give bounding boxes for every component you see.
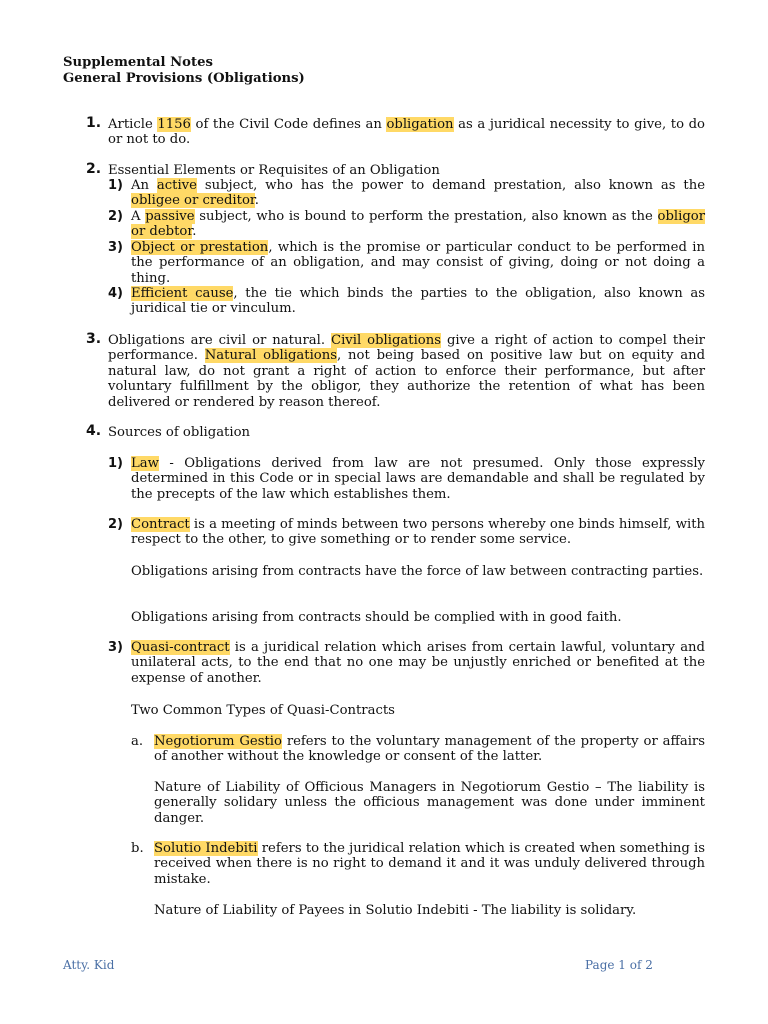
- quasi-b-text: Solutio Indebiti refers to the juridical relation which is created when something is received when there is no right to demand it and it was unduly delivered through mistake.: [154, 841, 705, 887]
- item-2-4-text: Efficient cause, the tie which binds the parties to the obligation, also known as juridical tie or vinculum.: [131, 286, 706, 317]
- highlight: active: [156, 178, 197, 193]
- highlight: obligation: [386, 117, 454, 132]
- sub-number: 2): [108, 517, 123, 532]
- footer-page-number: Page 1 of 2: [585, 958, 653, 972]
- header-title: Supplemental Notes: [63, 55, 213, 70]
- sub-number: 4): [108, 286, 123, 301]
- sub-letter: a.: [131, 734, 144, 749]
- highlight: Contract: [131, 517, 190, 532]
- highlight: Quasi-contract: [131, 640, 230, 655]
- item-2-1-text: An active subject, who has the power to demand prestation, also known as the obligee or creditor.: [131, 178, 705, 209]
- sub-number: 2): [108, 209, 123, 224]
- sub-number: 1): [108, 456, 123, 471]
- item-4-2-text: Contract is a meeting of minds between two persons whereby one binds himself, with respect to the other, to give something or to render some service.: [131, 517, 705, 548]
- header-subtitle: General Provisions (Obligations): [63, 71, 305, 86]
- sub-letter: b.: [131, 841, 144, 856]
- highlight: Law: [131, 456, 159, 471]
- highlight: Object or prestation: [131, 240, 269, 255]
- sub-number: 1): [108, 178, 123, 193]
- highlight: passive: [145, 209, 195, 224]
- sub-number: 3): [108, 240, 123, 255]
- item-4-1-text: Law - Obligations derived from law are not presumed. Only those expressly determined in this Code or in special laws are demandable and shall be regulated by the precepts of the law which establishes them.: [131, 456, 705, 502]
- item-4-3-text: Quasi-contract is a juridical relation which arises from certain lawful, voluntary and unilateral acts, to the end that no one may be unjustly enriched or benefited at the expense of another.: [131, 640, 705, 686]
- highlight: Civil obligations: [331, 333, 442, 348]
- item-number: 4.: [86, 423, 102, 439]
- item-2-title: Essential Elements or Requisites of an Obligation: [108, 163, 440, 178]
- item-4-2-paragraph-3: Obligations arising from contracts should be complied with in good faith.: [131, 610, 622, 625]
- highlight: Efficient cause: [131, 286, 234, 301]
- highlight: obligor or debtor: [131, 209, 706, 240]
- item-1-text: Article 1156 of the Civil Code defines an obligation as a juridical necessity to give, to do or not to do.: [108, 117, 705, 148]
- sub-number: 3): [108, 640, 123, 655]
- item-2-3-text: Object or prestation, which is the promise or particular conduct to be performed in the performance of an obligation, and may consist of giving, doing or not doing a thing.: [131, 240, 706, 286]
- footer-author: Atty. Kid: [63, 958, 115, 972]
- item-number: 2.: [86, 161, 102, 177]
- item-4-title: Sources of obligation: [108, 425, 251, 440]
- item-4-2-paragraph-2: Obligations arising from contracts have the force of law between contracting parties.: [131, 564, 704, 579]
- item-4-3-paragraph-2: Two Common Types of Quasi-Contracts: [131, 703, 395, 718]
- quasi-b-paragraph-2: Nature of Liability of Payees in Solutio Indebiti - The liability is solidary.: [154, 903, 637, 918]
- highlight: 1156: [157, 117, 191, 132]
- highlight: obligee or creditor: [131, 193, 255, 209]
- quasi-a-paragraph-2: Nature of Liability of Officious Managers in Negotiorum Gestio – The liability is generally solidary unless the officious management was done under imminent danger.: [154, 780, 705, 826]
- quasi-a-text: Negotiorum Gestio refers to the voluntary management of the property or affairs of another without the knowledge or consent of the latter.: [154, 734, 706, 765]
- highlight: Solutio Indebiti: [154, 841, 258, 856]
- item-2-2-text: A passive subject, who is bound to perform the prestation, also known as the obligor or debtor.: [131, 209, 706, 240]
- item-number: 3.: [86, 331, 102, 347]
- highlight: Negotiorum Gestio: [154, 734, 282, 749]
- document-header: [63, 55, 305, 87]
- item-number: 1.: [86, 115, 102, 131]
- highlight: Natural obligations: [204, 348, 337, 364]
- item-3-text: Obligations are civil or natural. Civil obligations give a right of action to compel their performance. Natural obligations, not being based on positive law but on equity and natural law, do not grant a right of action to enforce their performance, but after voluntary fulfillment by the obligor, they authorize the retention of what has been delivered or rendered by reason thereof.: [108, 333, 706, 410]
